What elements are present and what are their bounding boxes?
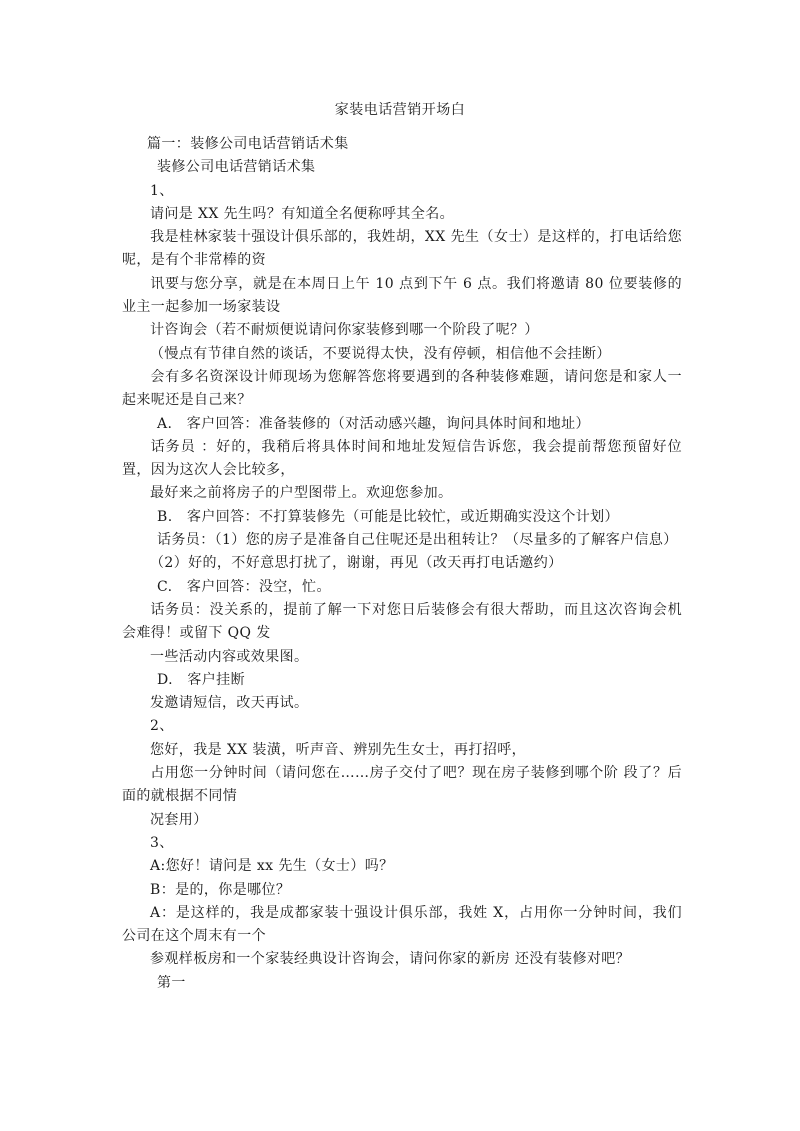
paragraph-text: 计咨询会（若不耐烦便说请问你家装修到哪一个阶段了呢？） <box>150 322 539 339</box>
paragraph-text: 话务员：没关系的，提前了解一下对您日后装修会有很大帮助，而且这次咨询会机会难得！或留下 QQ 发 <box>122 601 682 642</box>
paragraph-text: 占用您一分钟时间（请问您在……房子交付了吧？现在房子装修到哪个阶 段了？后面的就根据不同情 <box>122 765 682 805</box>
paragraph <box>122 832 682 855</box>
paragraph-text: 1、 <box>150 182 174 199</box>
paragraph-text: A：是这样的，我是成都家装十强设计俱乐部，我姓 X，占用你一分钟时间，我们 公司在这个周末有一个 <box>122 904 682 945</box>
paragraph <box>122 855 682 878</box>
paragraph <box>122 599 682 646</box>
paragraph-text: 最好来之前将房子的户型图带上。欢迎您参加。 <box>150 485 453 502</box>
paragraph <box>122 180 682 203</box>
paragraph <box>122 343 682 366</box>
paragraph <box>122 646 682 669</box>
paragraph-text: 会有多名资深设计师现场为您解答您将要遇到的各种装修难题，请问您是和家人一起来呢还是自己来？ <box>122 368 682 409</box>
paragraph <box>122 902 682 949</box>
paragraph-text: 话务员：（1）您的房子是准备自己住呢还是出租转让？（尽量多的了解客户信息） <box>157 532 678 549</box>
paragraph <box>122 948 682 971</box>
paragraph <box>122 413 682 436</box>
paragraph <box>122 436 682 483</box>
paragraph-text: A:您好！请问是 xx 先生（女士）吗？ <box>150 858 394 875</box>
paragraph <box>122 809 682 832</box>
paragraph-text: 第一 <box>157 974 186 991</box>
paragraph-text: 2、 <box>150 718 174 735</box>
paragraph <box>122 552 682 575</box>
paragraph <box>122 203 682 226</box>
paragraph <box>122 366 682 413</box>
paragraph-text: 您好，我是 XX 装潢，听声音、辨别先生女士，再打招呼， <box>150 741 527 758</box>
paragraph-text: 一些活动内容或效果图。 <box>150 648 309 665</box>
paragraph <box>122 226 682 273</box>
paragraph <box>122 319 682 342</box>
paragraph <box>122 715 682 738</box>
document-title: 家装电话营销开场白 <box>334 102 466 118</box>
paragraph-text: 况套用） <box>150 811 208 828</box>
paragraph-text: B：是的，你是哪位？ <box>150 881 291 898</box>
paragraph-text: 参观样板房和一个家装经典设计咨询会，请问你家的新房 还没有装修对吧？ <box>150 951 631 968</box>
paragraph <box>122 692 682 715</box>
paragraph-text: （慢点有节律自然的谈话，不要说得太快，没有停顿，相信他不会挂断） <box>150 345 611 362</box>
paragraph-text: A. 客户回答：准备装修的（对活动感兴趣，询问具体时间和地址） <box>157 415 590 432</box>
paragraph <box>122 762 682 809</box>
paragraph <box>122 133 682 156</box>
paragraph <box>122 739 682 762</box>
paragraph <box>122 506 682 529</box>
paragraph-text: 我是桂林家装十强设计俱乐部的，我姓胡，XX 先生（女士）是这样的，打电话给您呢，是有个非常棒的资 <box>122 229 682 269</box>
paragraph-text: 请问是 XX 先生吗？有知道全名便称呼其全名。 <box>150 205 455 222</box>
paragraph <box>122 576 682 599</box>
paragraph-text: 话务员 ：好的，我稍后将具体时间和地址发短信告诉您，我会提前帮您预留好位置，因为这次人会比较多， <box>122 438 682 479</box>
paragraph-text: 装修公司电话营销话术集 <box>157 159 316 176</box>
document-body <box>122 133 682 995</box>
paragraph <box>122 669 682 692</box>
paragraph-text: C. 客户回答：没空，忙。 <box>157 578 331 595</box>
paragraph <box>122 482 682 505</box>
paragraph-text: 发邀请短信，改天再试。 <box>150 695 309 712</box>
paragraph <box>122 156 682 179</box>
paragraph <box>122 273 682 320</box>
paragraph <box>122 879 682 902</box>
paragraph-text: B. 客户回答：不打算装修先（可能是比较忙，或近期确实没这个计划） <box>157 508 619 525</box>
paragraph-text: （2）好的，不好意思打扰了，谢谢，再见（改天再打电话邀约） <box>150 555 563 572</box>
paragraph <box>122 529 682 552</box>
paragraph-text: 3、 <box>150 834 174 851</box>
paragraph-text: 讯要与您分享，就是在本周日上午 10 点到下午 6 点。我们将邀请 80 位要装修的业主一起参加一场家装设 <box>122 275 682 316</box>
paragraph-text: 篇一：装修公司电话营销话术集 <box>147 136 349 152</box>
paragraph-text: D. 客户挂断 <box>157 671 245 688</box>
paragraph <box>122 972 682 995</box>
